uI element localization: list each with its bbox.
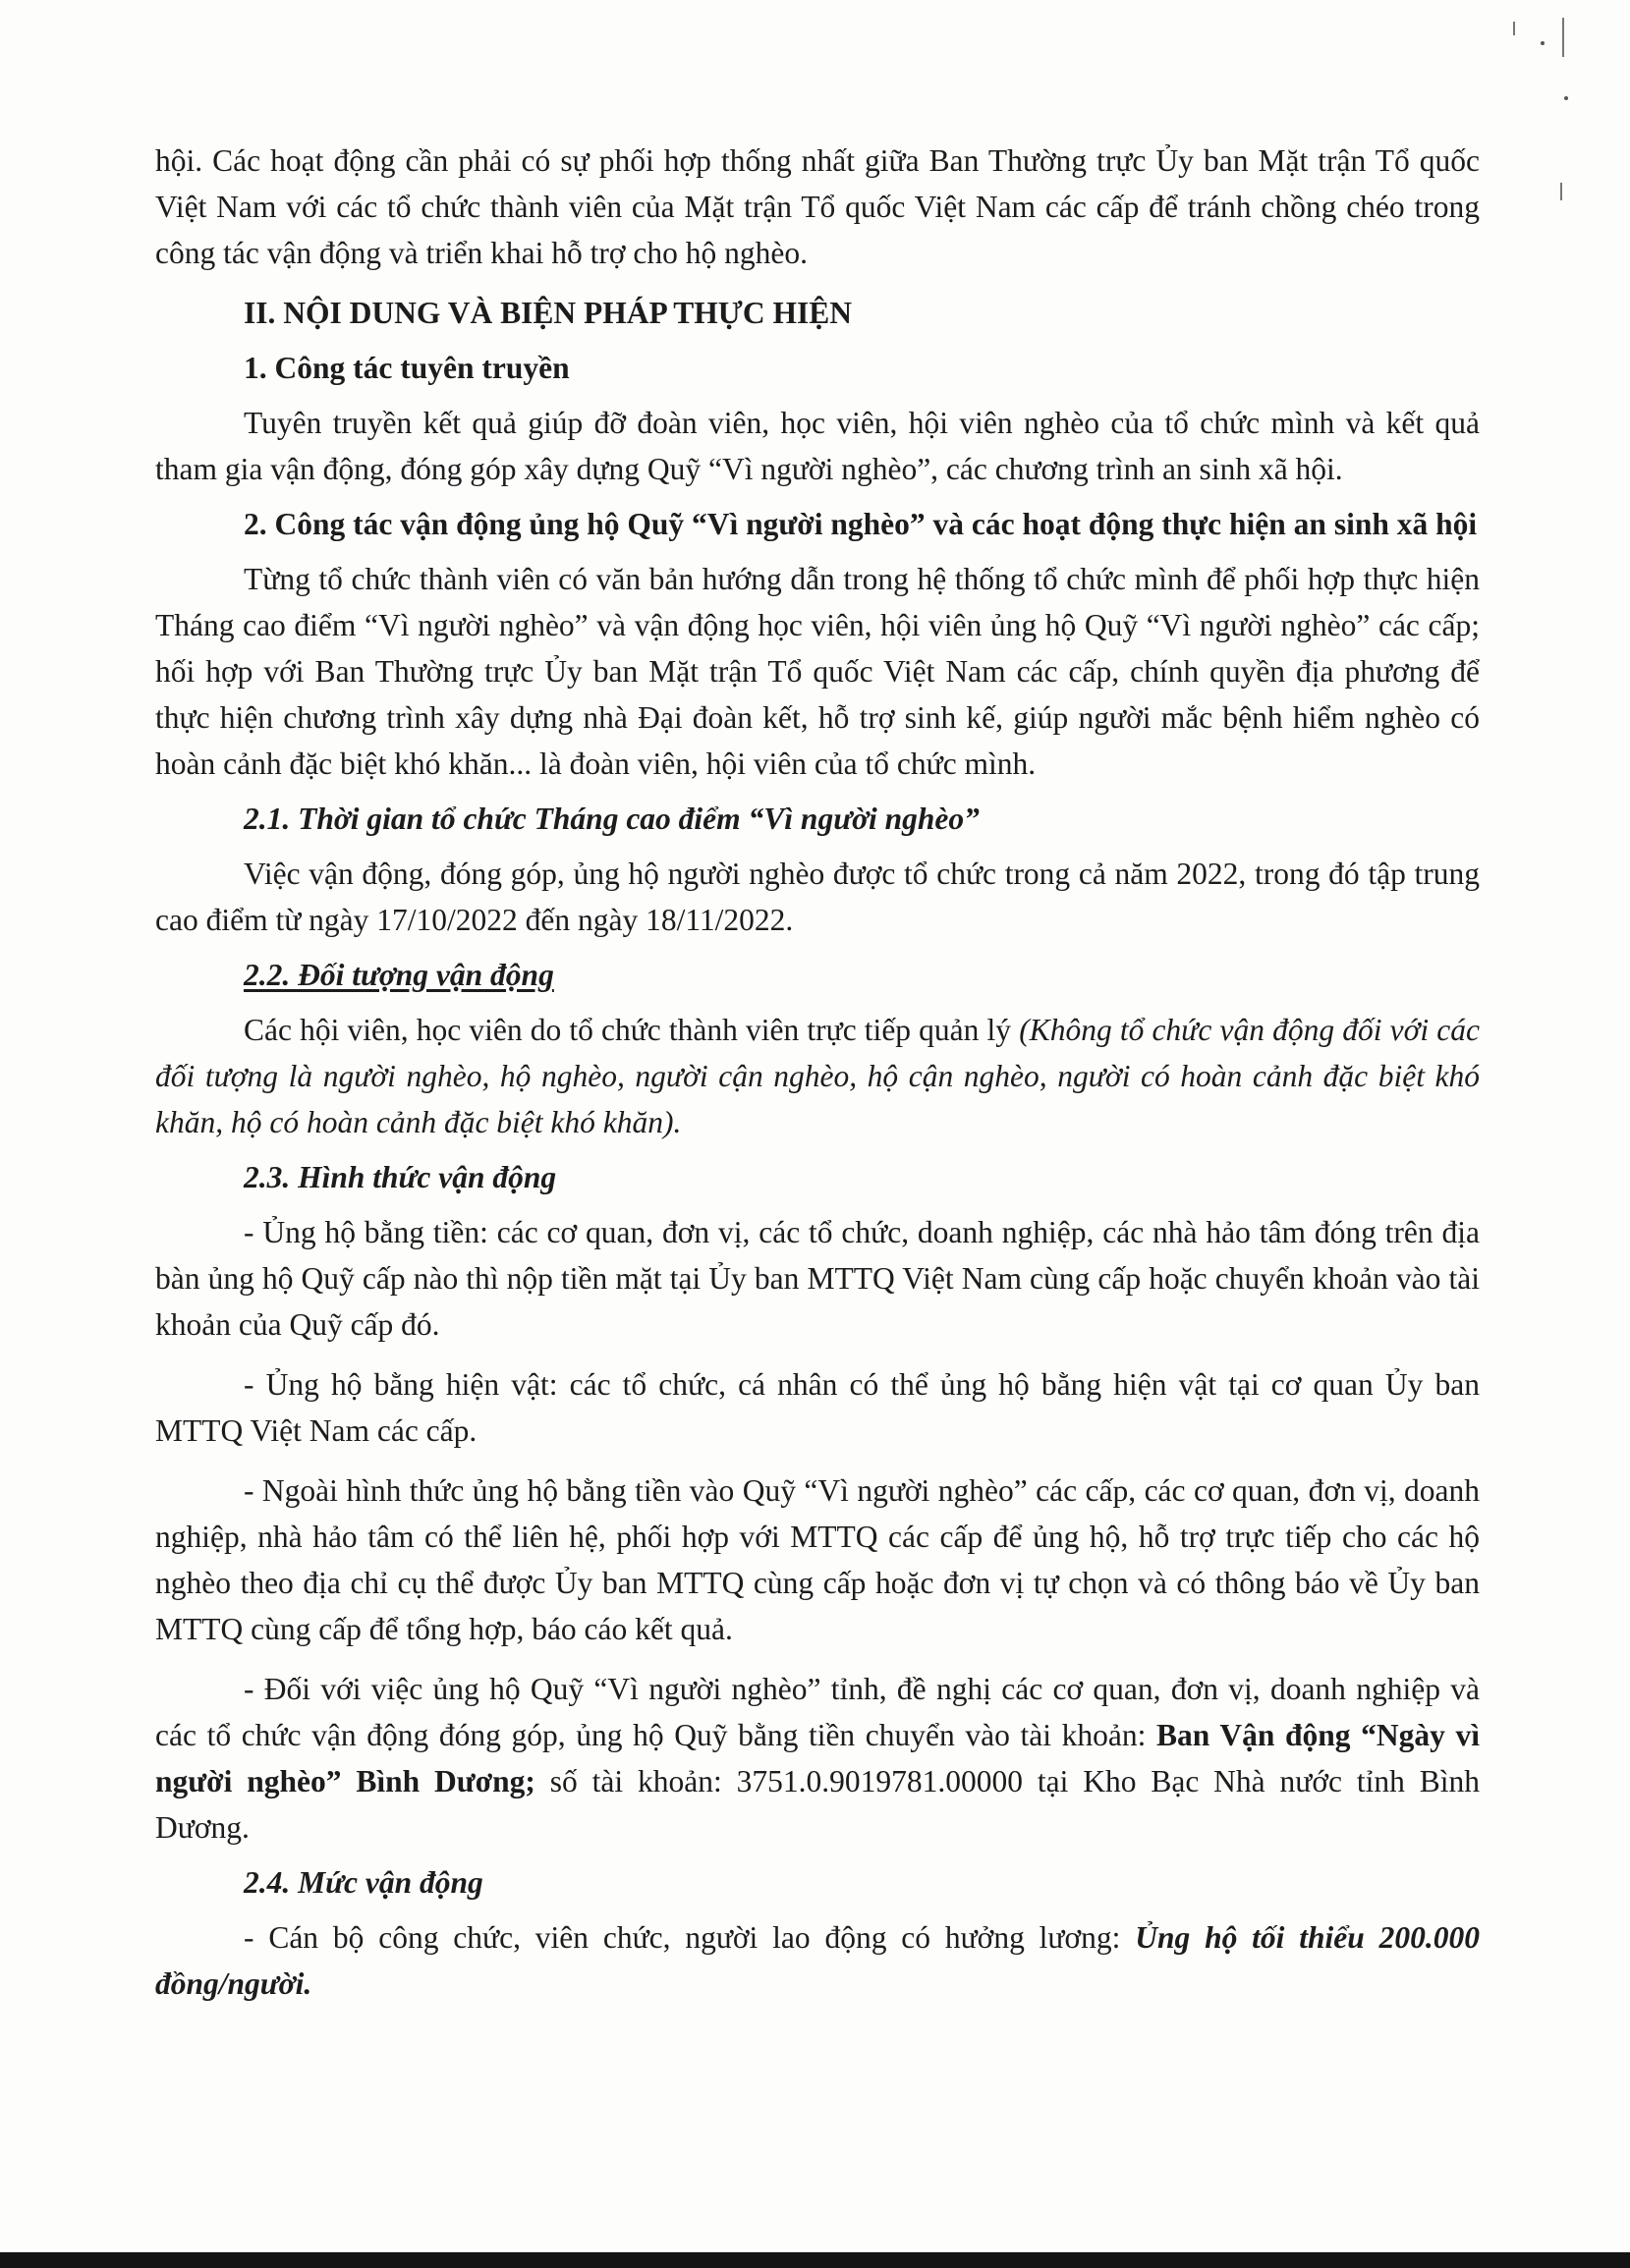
section-2-3-item-goods: - Ủng hộ bằng hiện vật: các tổ chức, cá nhân có thể ủng hộ bằng hiện vật tại cơ quan Ủy ban MTTQ Việt Nam các cấp. [155,1367,1480,1448]
document-page [155,138,1480,2007]
section-2-3-item-cash: - Ủng hộ bằng tiền: các cơ quan, đơn vị, các tổ chức, doanh nghiệp, các nhà hảo tâm đóng trên địa bàn ủng hộ Quỹ cấp nào thì nộp tiền mặt tại Ủy ban MTTQ Việt Nam cùng cấp hoặc chuyển khoản vào tài khoản của Quỹ cấp đó. [155,1215,1480,1342]
salaried-lead: - Cán bộ công chức, viên chức, người lao động có hưởng lương: [244,1920,1136,1955]
scan-edge-mark [1513,22,1515,35]
section-2-2-heading-text: 2.2. Đối tượng vận động [244,958,554,992]
section-2-body: Từng tổ chức thành viên có văn bản hướng dẫn trong hệ thống tổ chức mình để phối hợp thực hiện Tháng cao điểm “Vì người nghèo” và vận động học viên, hội viên ủng hộ Quỹ “Vì người nghèo” các cấp; hối hợp với Ban Thường trực Ủy ban Mặt trận Tổ quốc Việt Nam các cấp, chính quyền địa phương để thực hiện chương trình xây dựng nhà Đại đoàn kết, hỗ trợ sinh kế, giúp người mắc bệnh hiểm nghèo có hoàn cảnh đặc biệt khó khăn... là đoàn viên, hội viên của tổ chức mình. [155,562,1480,781]
section-1-heading: 1. Công tác tuyên truyền [244,351,570,385]
scan-dust-dot [1541,41,1545,45]
section-2-3-item-direct: - Ngoài hình thức ủng hộ bằng tiền vào Quỹ “Vì người nghèo” các cấp, các cơ quan, đơn vị, doanh nghiệp, nhà hảo tâm có thể liên hệ, phối hợp với MTTQ các cấp để ủng hộ, hỗ trợ trực tiếp cho các hộ nghèo theo địa chỉ cụ thể được Ủy ban MTTQ cùng cấp hoặc đơn vị tự chọn và có thông báo về Ủy ban MTTQ cùng cấp để tổng hợp, báo cáo kết quả. [155,1473,1480,1646]
section-1-body: Tuyên truyền kết quả giúp đỡ đoàn viên, học viên, hội viên nghèo của tổ chức mình và kết quả tham gia vận động, đóng góp xây dựng Quỹ “Vì người nghèo”, các chương trình an sinh xã hội. [155,406,1480,486]
section-2-1-body: Việc vận động, đóng góp, ủng hộ người nghèo được tổ chức trong cả năm 2022, trong đó tập trung cao điểm từ ngày 17/10/2022 đến ngày 18/11/2022. [155,857,1480,937]
section-ii-heading: II. NỘI DUNG VÀ BIỆN PHÁP THỰC HIỆN [244,296,853,330]
section-2-4-heading: 2.4. Mức vận động [244,1865,483,1900]
section-2-2-body-lead: Các hội viên, học viên do tổ chức thành viên trực tiếp quản lý [244,1013,1020,1047]
section-2-2-body-note: (Không tổ chức vận động đối với các đối tượng là người nghèo, hộ nghèo, người cận nghèo, hộ cận nghèo, người có hoàn cảnh đặc biệt khó khăn, hộ có hoàn cảnh đặc biệt khó khăn). [155,1013,1481,1139]
provincial-fund-lead: - Đối với việc ủng hộ Quỹ “Vì người nghèo” tỉnh, đề nghị các cơ quan, đơn vị, doanh nghiệp và các tổ chức vận động đóng góp, ủng hộ Quỹ bằng tiền chuyển vào tài khoản: [155,1672,1480,1752]
section-2-3-item-provincial-fund [155,1666,1480,1851]
section-2-2-heading [155,952,1480,998]
section-2-heading: 2. Công tác vận động ủng hộ Quỹ “Vì người nghèo” và các hoạt động thực hiện an sinh xã hội [244,507,1478,541]
scan-dust-dot [1564,96,1568,100]
section-2-2-body [155,1007,1480,1145]
provincial-fund-account-name: Ban Vận động “Ngày vì người nghèo” Bình Dương; [155,1718,1481,1798]
section-2-3-heading: 2.3. Hình thức vận động [244,1160,557,1194]
scan-edge-mark [1560,183,1562,200]
section-2-4-item-salaried [155,1914,1480,2007]
scan-edge-mark [1562,18,1564,57]
salaried-minimum-amount: Ủng hộ tối thiểu 200.000 đồng/người. [155,1920,1480,2001]
scan-bottom-edge [0,2252,1630,2268]
provincial-fund-account-number: số tài khoản: 3751.0.9019781.00000 tại Kho Bạc Nhà nước tỉnh Bình Dương. [155,1764,1480,1845]
intro-paragraph: hội. Các hoạt động cần phải có sự phối hợp thống nhất giữa Ban Thường trực Ủy ban Mặt trận Tổ quốc Việt Nam với các tổ chức thành viên của Mặt trận Tổ quốc Việt Nam các cấp để tránh chồng chéo trong công tác vận động và triển khai hỗ trợ cho hộ nghèo. [155,143,1480,270]
section-2-1-heading: 2.1. Thời gian tổ chức Tháng cao điểm “Vì người nghèo” [244,802,980,836]
